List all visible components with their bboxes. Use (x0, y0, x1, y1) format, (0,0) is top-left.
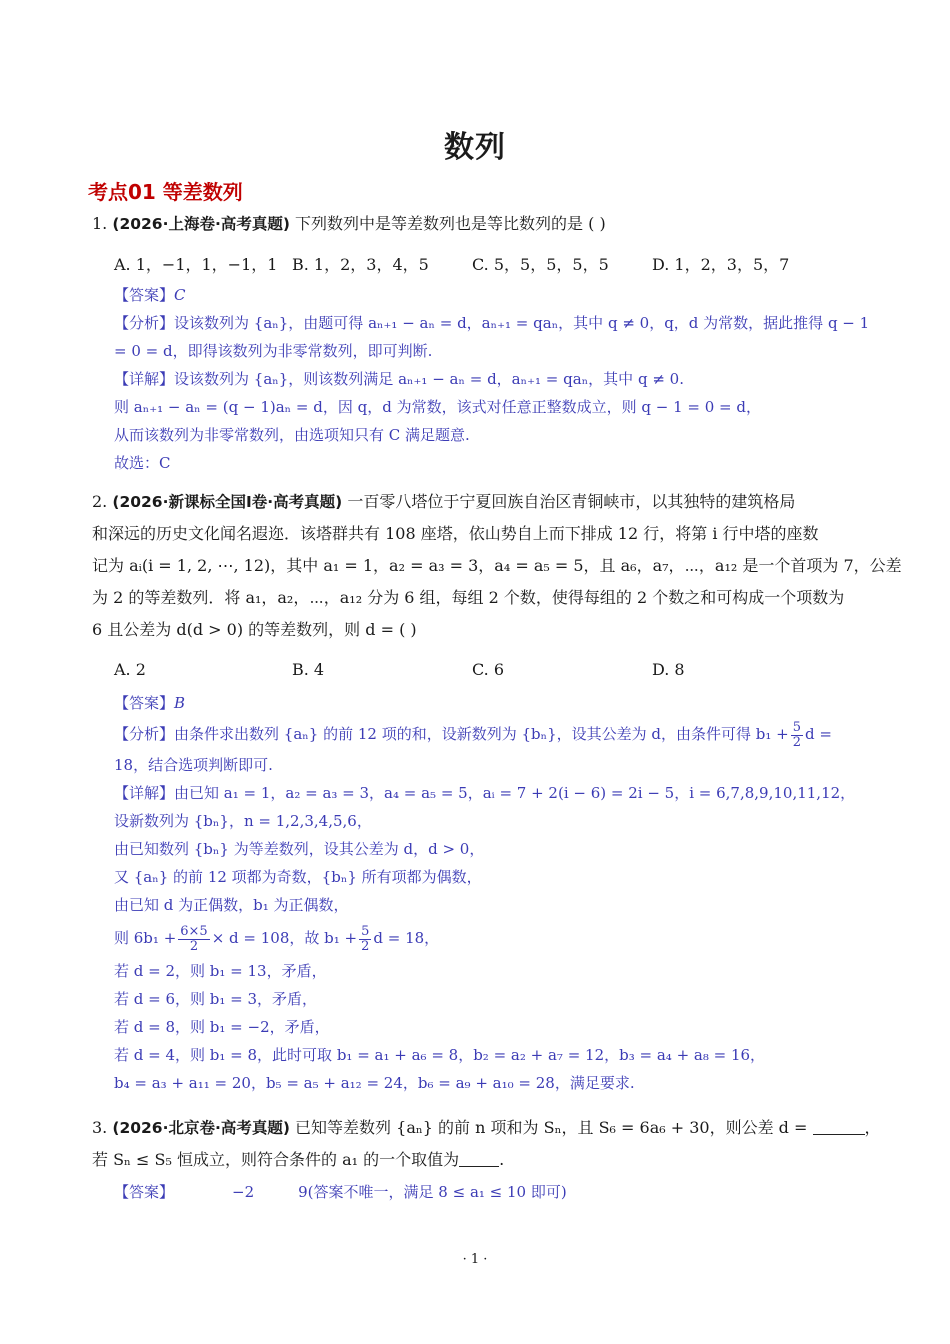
question-2-stem (92, 486, 902, 646)
fraction-denominator: 2 (361, 938, 370, 954)
question-2-options (114, 660, 834, 688)
detail-tag: 【详解】 (114, 784, 175, 802)
analysis-tag: 【分析】 (114, 725, 175, 743)
analysis-text: 设该数列为 {aₙ}，由题可得 aₙ₊₁ − aₙ = d，aₙ₊₁ = qaₙ，其中 q ≠ 0，q，d 为常数，据此推得 q − 1 (174, 314, 870, 332)
answer-line (114, 1178, 864, 1206)
answer-tag: 【答案】 (114, 1183, 175, 1201)
detail-text: × d = 108，故 b₁ + (211, 929, 358, 947)
analysis-tag: 【分析】 (114, 314, 175, 332)
option-b: B. 4 (292, 660, 325, 679)
detail-line (114, 779, 864, 807)
answer-value-1: −2 (232, 1183, 255, 1201)
question-line (92, 486, 864, 518)
fraction-denominator: 2 (189, 938, 199, 954)
question-line (92, 1144, 864, 1176)
question-1-stem (92, 208, 864, 240)
question-line: 6 且公差为 d(d > 0) 的等差数列，则 d = ( ) (92, 620, 417, 639)
detail-line: 设新数列为 {bₙ}，n = 1,2,3,4,5,6， (114, 812, 372, 830)
punctuation: ， (864, 1118, 881, 1137)
question-1-solution (114, 281, 870, 477)
fill-blank-1[interactable] (813, 1118, 865, 1135)
option-d: D. 8 (652, 660, 685, 679)
question-number: 3. (92, 1118, 108, 1137)
detail-line: 又 {aₙ} 的前 12 项都为奇数，{bₙ} 所有项都为偶数， (114, 868, 482, 886)
analysis-line: 18，结合选项判断即可. (114, 756, 273, 774)
fraction-numerator: 5 (361, 923, 370, 939)
detail-line (114, 365, 864, 393)
detail-text: 设该数列为 {aₙ}，则该数列满足 aₙ₊₁ − aₙ = d，aₙ₊₁ = qaₙ，其中 q ≠ 0. (174, 370, 684, 388)
question-source: (2026·新课标全国Ⅰ卷·高考真题) (112, 493, 343, 511)
fraction (178, 925, 209, 954)
detail-line: 则 aₙ₊₁ − aₙ = (q − 1)aₙ = d，因 q，d 为常数，该式对任意正整数成立，则 q − 1 = 0 = d， (114, 398, 761, 416)
question-text: 下列数列中是等差数列也是等比数列的是 ( ) (295, 214, 606, 233)
question-3-solution (114, 1178, 864, 1206)
fraction-denominator: 2 (792, 734, 802, 750)
detail-line: 若 d = 6，则 b₁ = 3，矛盾， (114, 990, 318, 1008)
option-b: B. 1，2，3，4，5 (292, 255, 429, 274)
page-title: 数列 (444, 130, 506, 165)
detail-line: 若 d = 2，则 b₁ = 13，矛盾， (114, 962, 327, 980)
option-c: C. 5，5，5，5，5 (472, 255, 609, 274)
question-source: (2026·上海卷·高考真题) (112, 215, 290, 233)
detail-line: 从而该数列为非零常数列，由选项知只有 C 满足题意. (114, 426, 470, 444)
analysis-line (114, 717, 864, 751)
answer-tag: 【答案】 (114, 694, 175, 712)
question-1-options (114, 252, 834, 280)
detail-line (114, 919, 864, 957)
question-number: 1. (92, 214, 108, 233)
question-source: (2026·北京卷·高考真题) (112, 1119, 290, 1137)
detail-line: b₄ = a₃ + a₁₁ = 20，b₅ = a₅ + a₁₂ = 24，b₆ = a₉ + a₁₀ = 28，满足要求. (114, 1074, 635, 1092)
detail-line: 故选：C (114, 454, 171, 472)
option-d: D. 1，2，3，5，7 (652, 255, 790, 274)
question-line (92, 1112, 881, 1144)
question-text: 若 Sₙ ≤ S₅ 恒成立，则符合条件的 a₁ 的一个取值为 (92, 1150, 460, 1169)
detail-line: 若 d = 4，则 b₁ = 8，此时可取 b₁ = a₁ + a₆ = 8，b₂ = a₂ + a₇ = 12，b₃ = a₄ + a₈ = 16， (114, 1046, 766, 1064)
answer-tag: 【答案】 (114, 286, 175, 304)
answer-line (114, 281, 864, 309)
option-a: A. 1，−1，1，−1，1 (114, 255, 278, 274)
fill-blank-2[interactable] (459, 1150, 499, 1167)
detail-line: 若 d = 8，则 b₁ = −2，矛盾， (114, 1018, 330, 1036)
answer-value: B (174, 694, 186, 712)
detail-tag: 【详解】 (114, 370, 175, 388)
answer-value-2: 9(答案不唯一，满足 8 ≤ a₁ ≤ 10 即可) (298, 1183, 567, 1201)
answer-value: C (174, 286, 186, 304)
question-3-stem (92, 1112, 881, 1176)
fraction (359, 925, 371, 954)
answer-line (114, 689, 864, 717)
option-a: A. 2 (114, 660, 146, 679)
section-heading: 考点01 等差数列 (88, 180, 243, 204)
analysis-text: d = (805, 725, 832, 743)
analysis-line: = 0 = d，即得该数列为非零常数列，即可判断. (114, 342, 433, 360)
analysis-text: 由条件求出数列 {aₙ} 的前 12 项的和，设新数列为 {bₙ}，设其公差为 d，由条件可得 b₁ + (174, 725, 789, 743)
question-line: 和深远的历史文化闻名遐迩．该塔群共有 108 座塔，依山势自上而下排成 12 行，将第 i 行中塔的座数 (92, 524, 819, 543)
punctuation: . (499, 1150, 505, 1169)
detail-line: 由已知 d 为正偶数，b₁ 为正偶数， (114, 896, 349, 914)
fraction (791, 721, 803, 750)
question-line: 记为 aᵢ(i = 1, 2, ⋯, 12)，其中 a₁ = 1，a₂ = a₃ = 3，a₄ = a₅ = 5，且 a₆，a₇，⋯，a₁₂ 是一个首项为 7，公差 (92, 556, 902, 575)
question-line: 为 2 的等差数列．将 a₁，a₂，⋯，a₁₂ 分为 6 组，每组 2 个数，使得每组的 2 个数之和可构成一个项数为 (92, 588, 845, 607)
analysis-line (114, 309, 870, 337)
fraction-numerator: 6×5 (180, 923, 208, 939)
page-number: · 1 · (462, 1252, 488, 1267)
detail-text: d = 18， (373, 929, 440, 947)
option-c: C. 6 (472, 660, 505, 679)
detail-line: 由已知数列 {bₙ} 为等差数列，设其公差为 d，d > 0， (114, 840, 485, 858)
question-2-solution (114, 689, 864, 1097)
detail-text: 由已知 a₁ = 1，a₂ = a₃ = 3，a₄ = a₅ = 5，aᵢ = 7 + 2(i − 6) = 2i − 5，i = 6,7,8,9,10,11,12， (174, 784, 856, 802)
question-number: 2. (92, 492, 108, 511)
detail-text: 则 6b₁ + (114, 929, 177, 947)
question-text: 一百零八塔位于宁夏回族自治区青铜峡市，以其独特的建筑格局 (347, 492, 796, 511)
question-text: 已知等差数列 {aₙ} 的前 n 项和为 Sₙ，且 S₆ = 6a₆ + 30，则公差 d = (295, 1118, 808, 1137)
fraction-numerator: 5 (792, 719, 802, 735)
